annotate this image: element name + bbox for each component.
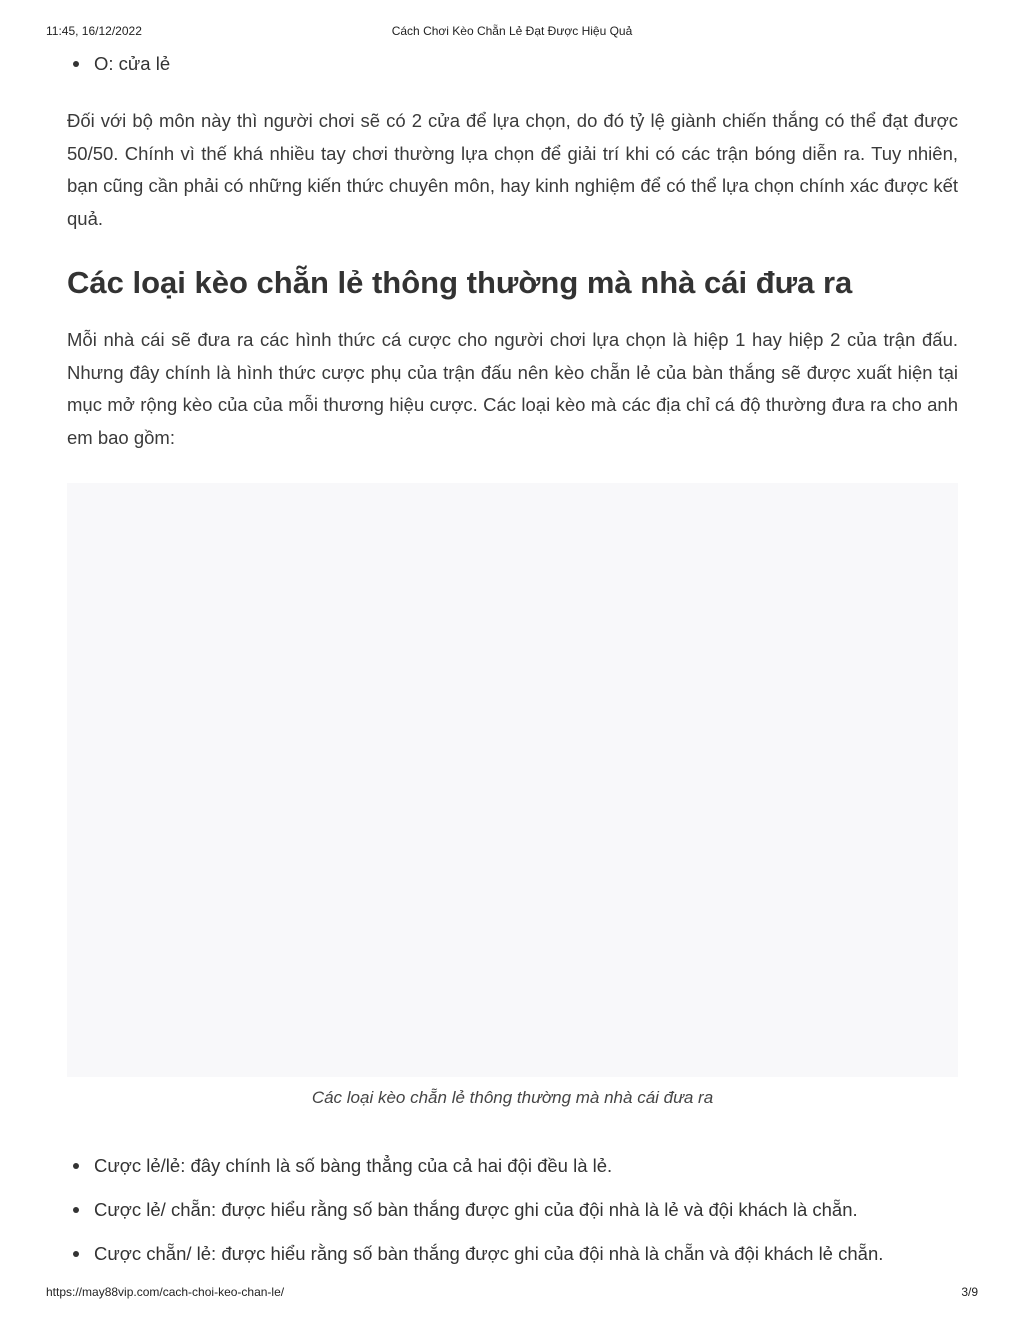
print-header <box>46 24 978 40</box>
bullet-dot-icon <box>73 1163 79 1169</box>
bet-types-list <box>67 1150 958 1270</box>
section-heading: Các loại kèo chẵn lẻ thông thường mà nhà cái đưa ra <box>67 265 853 300</box>
bullet-dot-icon <box>73 61 79 67</box>
intro-paragraph: Đối với bộ môn này thì người chơi sẽ có 2 cửa để lựa chọn, do đó tỷ lệ giành chiến thắng có thể đạt được 50/50. Chính vì thế khá nhiều tay chơi thường lựa chọn để giải trí khi có các trận bóng diễn ra. Tuy nhiên, bạn cũng cần phải có những kiến thức chuyên môn, hay kinh nghiệm để có thể lựa chọn chính xác được kết quả. <box>67 110 958 229</box>
article-content <box>67 48 958 1270</box>
list-item-text: O: cửa lẻ <box>94 53 171 74</box>
list-item <box>67 48 958 80</box>
section-paragraph: Mỗi nhà cái sẽ đưa ra các hình thức cá cược cho người chơi lựa chọn là hiệp 1 hay hiệp 2 của trận đấu. Nhưng đây chính là hình thức cược phụ của trận đấu nên kèo chẵn lẻ của bàn thắng sẽ được xuất hiện tại mục mở rộng kèo của của mỗi thương hiệu cược. Các loại kèo mà các địa chỉ cá độ thường đưa ra cho anh em bao gồm: <box>67 329 958 448</box>
list-item-text: Cược lẻ/ chẵn: được hiểu rằng số bàn thắng được ghi của đội nhà là lẻ và đội khách là chẵn. <box>94 1199 858 1220</box>
page-url-link[interactable]: https://may88vip.com/cach-choi-keo-chan-le/ <box>46 1285 285 1299</box>
list-item-text: Cược lẻ/lẻ: đây chính là số bàng thẳng của cả hai đội đều là lẻ. <box>94 1155 613 1176</box>
bullet-dot-icon <box>73 1251 79 1257</box>
figure-image-placeholder <box>67 483 958 1077</box>
list-item <box>67 1150 958 1182</box>
page-number: 3/9 <box>961 1285 978 1299</box>
list-item <box>67 1238 958 1270</box>
list-item-text: Cược chẵn/ lẻ: được hiểu rằng số bàn thắng được ghi của đội nhà là chẵn và đội khách lẻ chẵn. <box>94 1243 884 1264</box>
print-footer <box>46 1285 978 1301</box>
figure-caption: Các loại kèo chẵn lẻ thông thường mà nhà cái đưa ra <box>311 1088 714 1107</box>
print-datetime: 11:45, 16/12/2022 <box>46 24 142 38</box>
bullet-dot-icon <box>73 1207 79 1213</box>
list-item <box>67 1194 958 1226</box>
print-page-title: Cách Chơi Kèo Chẵn Lẻ Đạt Được Hiệu Quả <box>391 24 633 38</box>
top-bullet-list <box>67 48 958 80</box>
